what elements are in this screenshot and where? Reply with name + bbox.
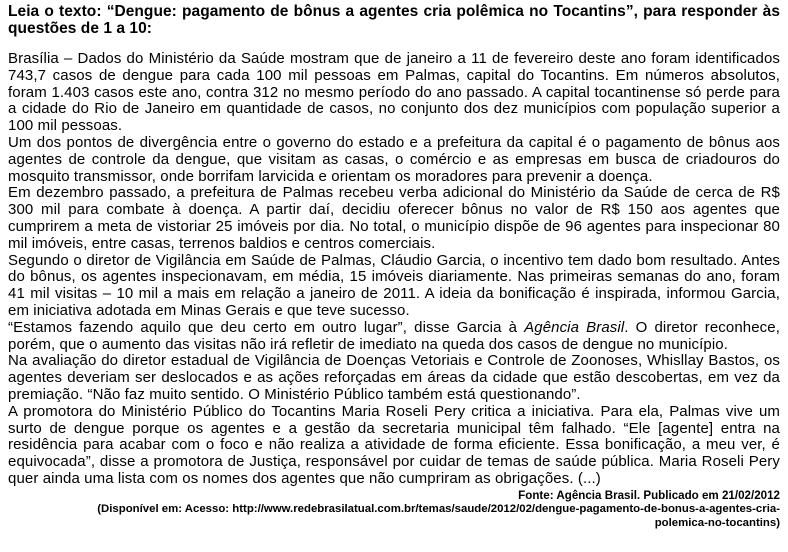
credit-line-1: (Disponível em: Acesso: http://www.redebrasilatual.com.br/temas/saude/2012/02/dengue-pagamento-de-bonus-a-agentes-cria- xyxy=(97,502,780,515)
paragraph-1: Brasília – Dados do Ministério da Saúde mostram que de janeiro a 11 de fevereiro deste ano foram identificados 743,7 casos de dengue para cada 100 mil pessoas em Palmas, capital do Tocantins. Em números absolutos, foram 1.403 casos este ano, contra 312 no mesmo período do ano passado. A capital tocantinense só perde para a cidade do Rio de Janeiro em quantidade de casos, no conjunto dos dez municípios com população superior a 100 mil pessoas. xyxy=(8,50,780,135)
agency-name: Agência Brasil xyxy=(524,318,625,336)
paragraph-7: A promotora do Ministério Público do Tocantins Maria Roseli Pery critica a iniciativa. Para ela, Palmas vive um surto de dengue porque os agentes e a gestão da secretaria municipal têm falhado. “Ele [agente] entra na residência para acabar com o foco e não realiza a atividade de forma eficiente. Essa bonificação, a meu ver, é equivocada”, disse a promotora de Justiça, responsável por cuidar de temas de saúde pública. Maria Roseli Pery quer ainda uma lista com os nomes dos agentes que não cumpriram as obrigações. (...) xyxy=(8,402,780,487)
quote-continuation: . O diretor reconhece, porém, que o aumento das visitas não irá refletir de imediato na queda dos casos de dengue no município. xyxy=(8,318,780,353)
paragraph-5-quote xyxy=(8,320,780,354)
source-line: Fonte: Agência Brasil. Publicado em 21/02/2012 xyxy=(518,488,780,502)
document-heading: Leia o texto: “Dengue: pagamento de bônus a agentes cria polêmica no Tocantins”, para responder às questões de 1 a 10: xyxy=(8,3,780,37)
quote-text: “Estamos fazendo aquilo que deu certo em outro lugar”, disse Garcia à xyxy=(8,318,525,336)
availability-credit xyxy=(8,503,780,531)
paragraph-4: Segundo o diretor de Vigilância em Saúde de Palmas, Cláudio Garcia, o incentivo tem dado bom resultado. Antes do bônus, os agentes inspecionavam, em média, 15 imóveis diariamente. Nas primeiras semanas do ano, foram 41 mil visitas – 10 mil a mais em relação a janeiro de 2011. A ideia da bonificação é inspirada, informou Garcia, em iniciativa adotada em Minas Gerais e que teve sucesso. xyxy=(8,251,780,319)
credit-line-2: polemica-no-tocantins) xyxy=(654,516,780,529)
paragraph-3: Em dezembro passado, a prefeitura de Palmas recebeu verba adicional do Ministério da Saúde de cerca de R$ 300 mil para combate à doença. A partir daí, decidiu oferecer bônus no valor de R$ 150 aos agentes que cumprirem a meta de vistoriar 25 imóveis por dia. No total, o município dispõe de 96 agentes para inspecionar 80 mil imóveis, entre casas, terrenos baldios e centros comerciais. xyxy=(8,184,780,252)
article-body xyxy=(8,51,780,488)
paragraph-6: Na avaliação do diretor estadual de Vigilância de Doenças Vetoriais e Controle de Zoonoses, Whisllay Bastos, os agentes deveriam ser deslocados e as ações reforçadas em áreas da cidade que estão descobertas, em vez da premiação. “Não faz muito sentido. O Ministério Público também está questionando”. xyxy=(8,352,780,403)
paragraph-2: Um dos pontos de divergência entre o governo do estado e a prefeitura da capital é o pagamento de bônus aos agentes de controle da dengue, que visitam as casas, o comércio e as empresas em busca de criadouros do mosquito transmissor, onde borrifam larvicida e orientam os moradores para prevenir a doença. xyxy=(8,133,780,185)
